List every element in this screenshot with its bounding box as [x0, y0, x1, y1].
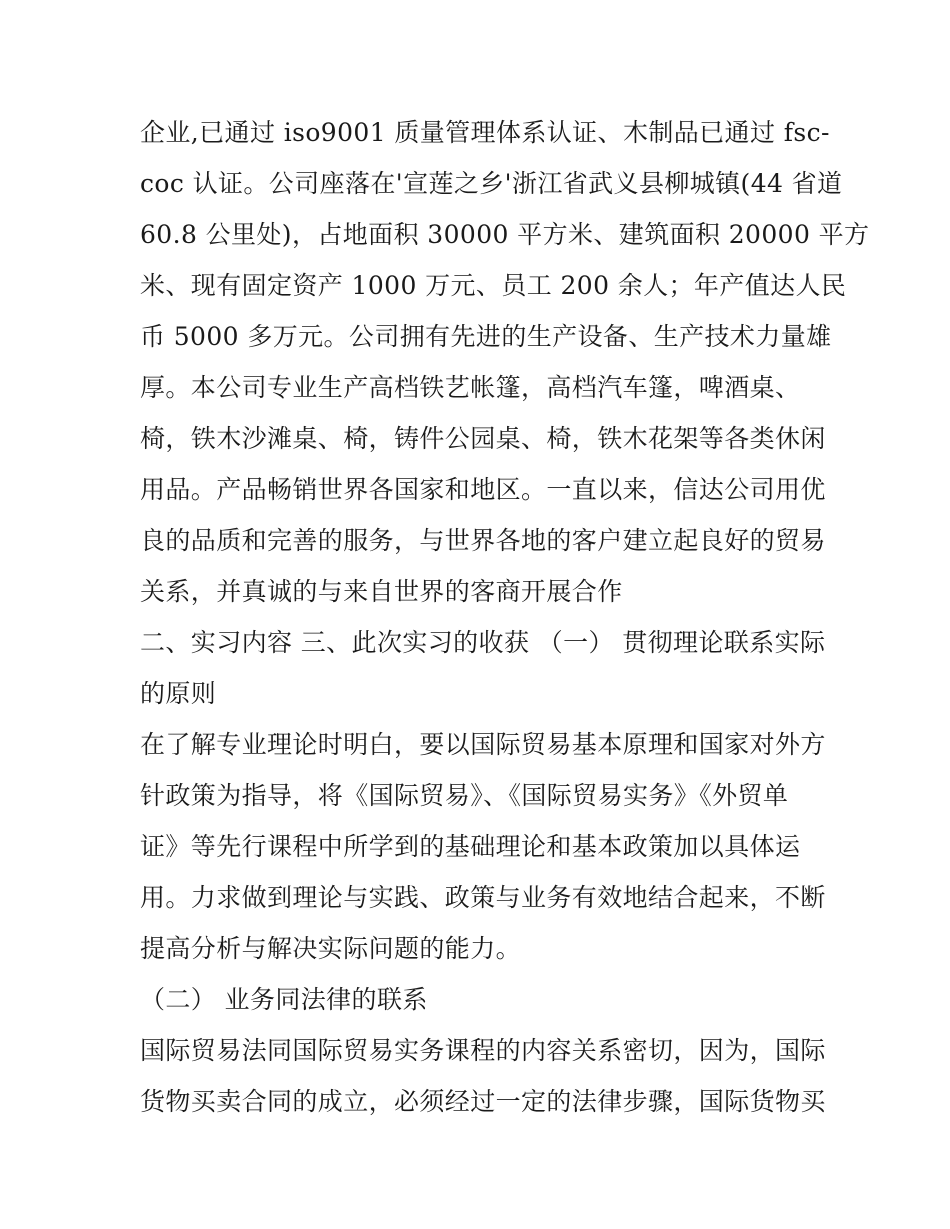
- text-line: 证》等先行课程中所学到的基础理论和基本政策加以具体运: [140, 832, 801, 861]
- section-heading: 二、实习内容 三、此次实习的收获 （一） 贯彻理论联系实际: [140, 628, 826, 657]
- text-line: 企业,已通过 iso9001 质量管理体系认证、木制品已通过 fsc-: [140, 118, 830, 147]
- text-line: 提高分析与解决实际问题的能力。: [140, 934, 522, 963]
- text-line: 货物买卖合同的成立，必须经过一定的法律步骤，国际货物买: [140, 1087, 826, 1116]
- text-line: 针政策为指导，将《国际贸易》、《国际贸易实务》《外贸单: [140, 781, 789, 810]
- text-line: 币 5000 多万元。公司拥有先进的生产设备、生产技术力量雄: [140, 322, 832, 351]
- text-line: 良的品质和完善的服务，与世界各地的客户建立起良好的贸易: [140, 526, 826, 555]
- text-line: 厚。本公司专业生产高档铁艺帐篷，高档汽车篷，啤酒桌、: [140, 373, 801, 402]
- section-heading-continued: 的原则: [140, 679, 217, 708]
- text-line: 关系，并真诚的与来自世界的客商开展合作: [140, 577, 623, 606]
- text-line: 用品。产品畅销世界各国家和地区。一直以来，信达公司用优: [140, 475, 826, 504]
- text-line: coc 认证。公司座落在'宣莲之乡'浙江省武义县柳城镇(44 省道: [140, 169, 843, 198]
- text-line: 国际贸易法同国际贸易实务课程的内容关系密切，因为，国际: [140, 1036, 826, 1065]
- text-line: 60.8 公里处)，占地面积 30000 平方米、建筑面积 20000 平方: [140, 220, 870, 249]
- text-line: 在了解专业理论时明白，要以国际贸易基本原理和国家对外方: [140, 730, 826, 759]
- subsection-heading: （二） 业务同法律的联系: [140, 985, 428, 1014]
- text-line: 用。力求做到理论与实践、政策与业务有效地结合起来，不断: [140, 883, 826, 912]
- text-line: 米、现有固定资产 1000 万元、员工 200 余人；年产值达人民: [140, 271, 847, 300]
- text-line: 椅，铁木沙滩桌、椅，铸件公园桌、椅，铁木花架等各类休闲: [140, 424, 826, 453]
- body-text: [140, 107, 870, 1127]
